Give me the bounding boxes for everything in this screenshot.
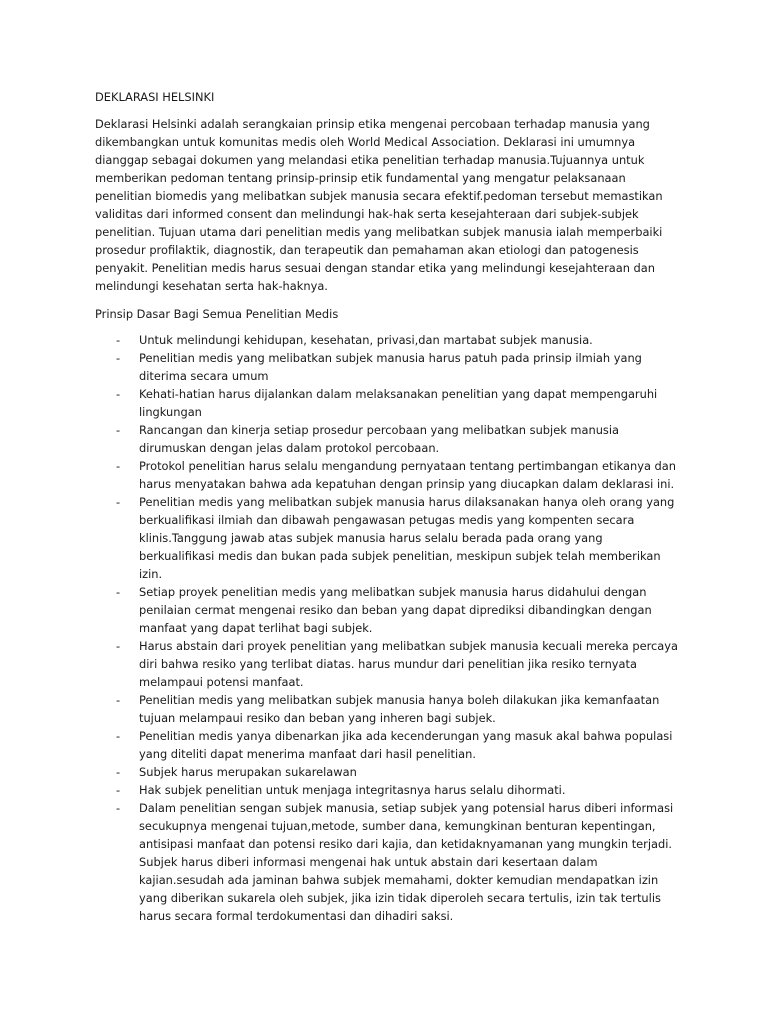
bullet-dash: -	[116, 459, 121, 473]
list-item	[95, 385, 680, 421]
list-item	[95, 781, 680, 799]
list-item-text: Subjek harus merupakan sukarelawan	[139, 765, 357, 779]
document-page	[95, 88, 680, 925]
bullet-dash: -	[116, 639, 121, 653]
bullet-dash: -	[116, 765, 121, 779]
bullet-dash: -	[116, 729, 121, 743]
list-item-text: Penelitian medis yang melibatkan subjek manusia harus dilaksanakan hanya oleh orang yang berkualifikasi ilmiah dan dibawah pengawasan petugas medis yang kompenten secara klinis.Tanggung jawab atas subjek manusia harus selalu berada pada orang yang berkualifikasi medis dan bukan pada subjek penelitian, meskipun subjek telah memberikan izin.	[139, 495, 675, 581]
list-item	[95, 349, 680, 385]
list-item-text: Harus abstain dari proyek penelitian yang melibatkan subjek manusia kecuali mereka percaya diri bahwa resiko yang terlibat diatas. harus mundur dari penelitian jika resiko ternyata melampaui potensi manfaat.	[139, 639, 679, 689]
bullet-dash: -	[116, 693, 121, 707]
list-item	[95, 637, 680, 691]
list-item-text: Rancangan dan kinerja setiap prosedur percobaan yang melibatkan subjek manusia dirumuskan dengan jelas dalam protokol percobaan.	[139, 423, 620, 455]
bullet-dash: -	[116, 585, 121, 599]
list-item-text: Kehati-hatian harus dijalankan dalam melaksanakan penelitian yang dapat mempengaruhi lingkungan	[139, 387, 658, 419]
list-item	[95, 691, 680, 727]
list-item-text: Untuk melindungi kehidupan, kesehatan, privasi,dan martabat subjek manusia.	[139, 333, 593, 347]
list-item-text: Protokol penelitian harus selalu mengandung pernyataan tentang pertimbangan etikanya dan harus menyatakan bahwa ada kepatuhan dengan prinsip yang diucapkan dalam deklarasi ini.	[139, 459, 676, 491]
principles-list	[95, 331, 680, 925]
bullet-dash: -	[116, 783, 121, 797]
list-item-text: Setiap proyek penelitian medis yang melibatkan subjek manusia harus didahului dengan penilaian cermat mengenai resiko dan beban yang dapat diprediksi dibandingkan dengan manfaat yang dapat terlihat bagi subjek.	[139, 585, 652, 635]
bullet-dash: -	[116, 495, 121, 509]
list-item-text: Penelitian medis yang melibatkan subjek manusia harus patuh pada prinsip ilmiah yang diterima secara umum	[139, 351, 642, 383]
bullet-dash: -	[116, 351, 121, 365]
list-item	[95, 331, 680, 349]
list-item	[95, 493, 680, 583]
list-item	[95, 583, 680, 637]
intro-paragraph: Deklarasi Helsinki adalah serangkaian prinsip etika mengenai percobaan terhadap manusia yang dikembangkan untuk komunitas medis oleh World Medical Association. Deklarasi ini umumnya dianggap sebagai dokumen yang melandasi etika penelitian terhadap manusia.Tujuannya untuk memberikan pedoman tentang prinsip-prinsip etik fundamental yang mengatur pelaksanaan penelitian biomedis yang melibatkan subjek manusia secara efektif.pedoman tersebut memastikan validitas dari informed consent dan melindungi hak-hak serta kesejahteraan dari subjek-subjek penelitian. Tujuan utama dari penelitian medis yang melibatkan subjek manusia ialah memperbaiki prosedur profilaktik, diagnostik, dan terapeutik dan pemahaman akan etiologi dan patogenesis penyakit. Penelitian medis harus sesuai dengan standar etika yang melindungi kesejahteraan dan melindungi kesehatan serta hak-haknya.	[95, 117, 663, 293]
bullet-dash: -	[116, 387, 121, 401]
bullet-dash: -	[116, 333, 121, 347]
list-item	[95, 727, 680, 763]
list-item	[95, 763, 680, 781]
list-item-text: Penelitian medis yanya dibenarkan jika ada kecenderungan yang masuk akal bahwa populasi yang diteliti dapat menerima manfaat dari hasil penelitian.	[139, 729, 673, 761]
bullet-dash: -	[116, 801, 121, 815]
list-item-text: Dalam penelitian sengan subjek manusia, setiap subjek yang potensial harus diberi informasi secukupnya mengenai tujuan,metode, sumber dana, kemungkinan benturan kepentingan, antisipasi manfaat dan potensi resiko dari kajia, dan ketidaknyamanan yang mungkin terjadi. Subjek harus diberi informasi mengenai hak untuk abstain dari kesertaan dalam kajian.sesudah ada jaminan bahwa subjek memahami, dokter kemudian mendapatkan izin yang diberikan sukarela oleh subjek, jika izin tidak diperoleh secara tertulis, izin tak tertulis harus secara formal terdokumentasi dan dihadiri saksi.	[139, 801, 674, 923]
section-heading: Prinsip Dasar Bagi Semua Penelitian Medis	[95, 307, 339, 321]
list-item-text: Hak subjek penelitian untuk menjaga integritasnya harus selalu dihormati.	[139, 783, 566, 797]
list-item	[95, 457, 680, 493]
list-item	[95, 421, 680, 457]
bullet-dash: -	[116, 423, 121, 437]
list-item-text: Penelitian medis yang melibatkan subjek manusia hanya boleh dilakukan jika kemanfaatan tujuan melampaui resiko dan beban yang inheren bagi subjek.	[139, 693, 660, 725]
list-item	[95, 799, 680, 925]
document-title: DEKLARASI HELSINKI	[95, 90, 215, 104]
